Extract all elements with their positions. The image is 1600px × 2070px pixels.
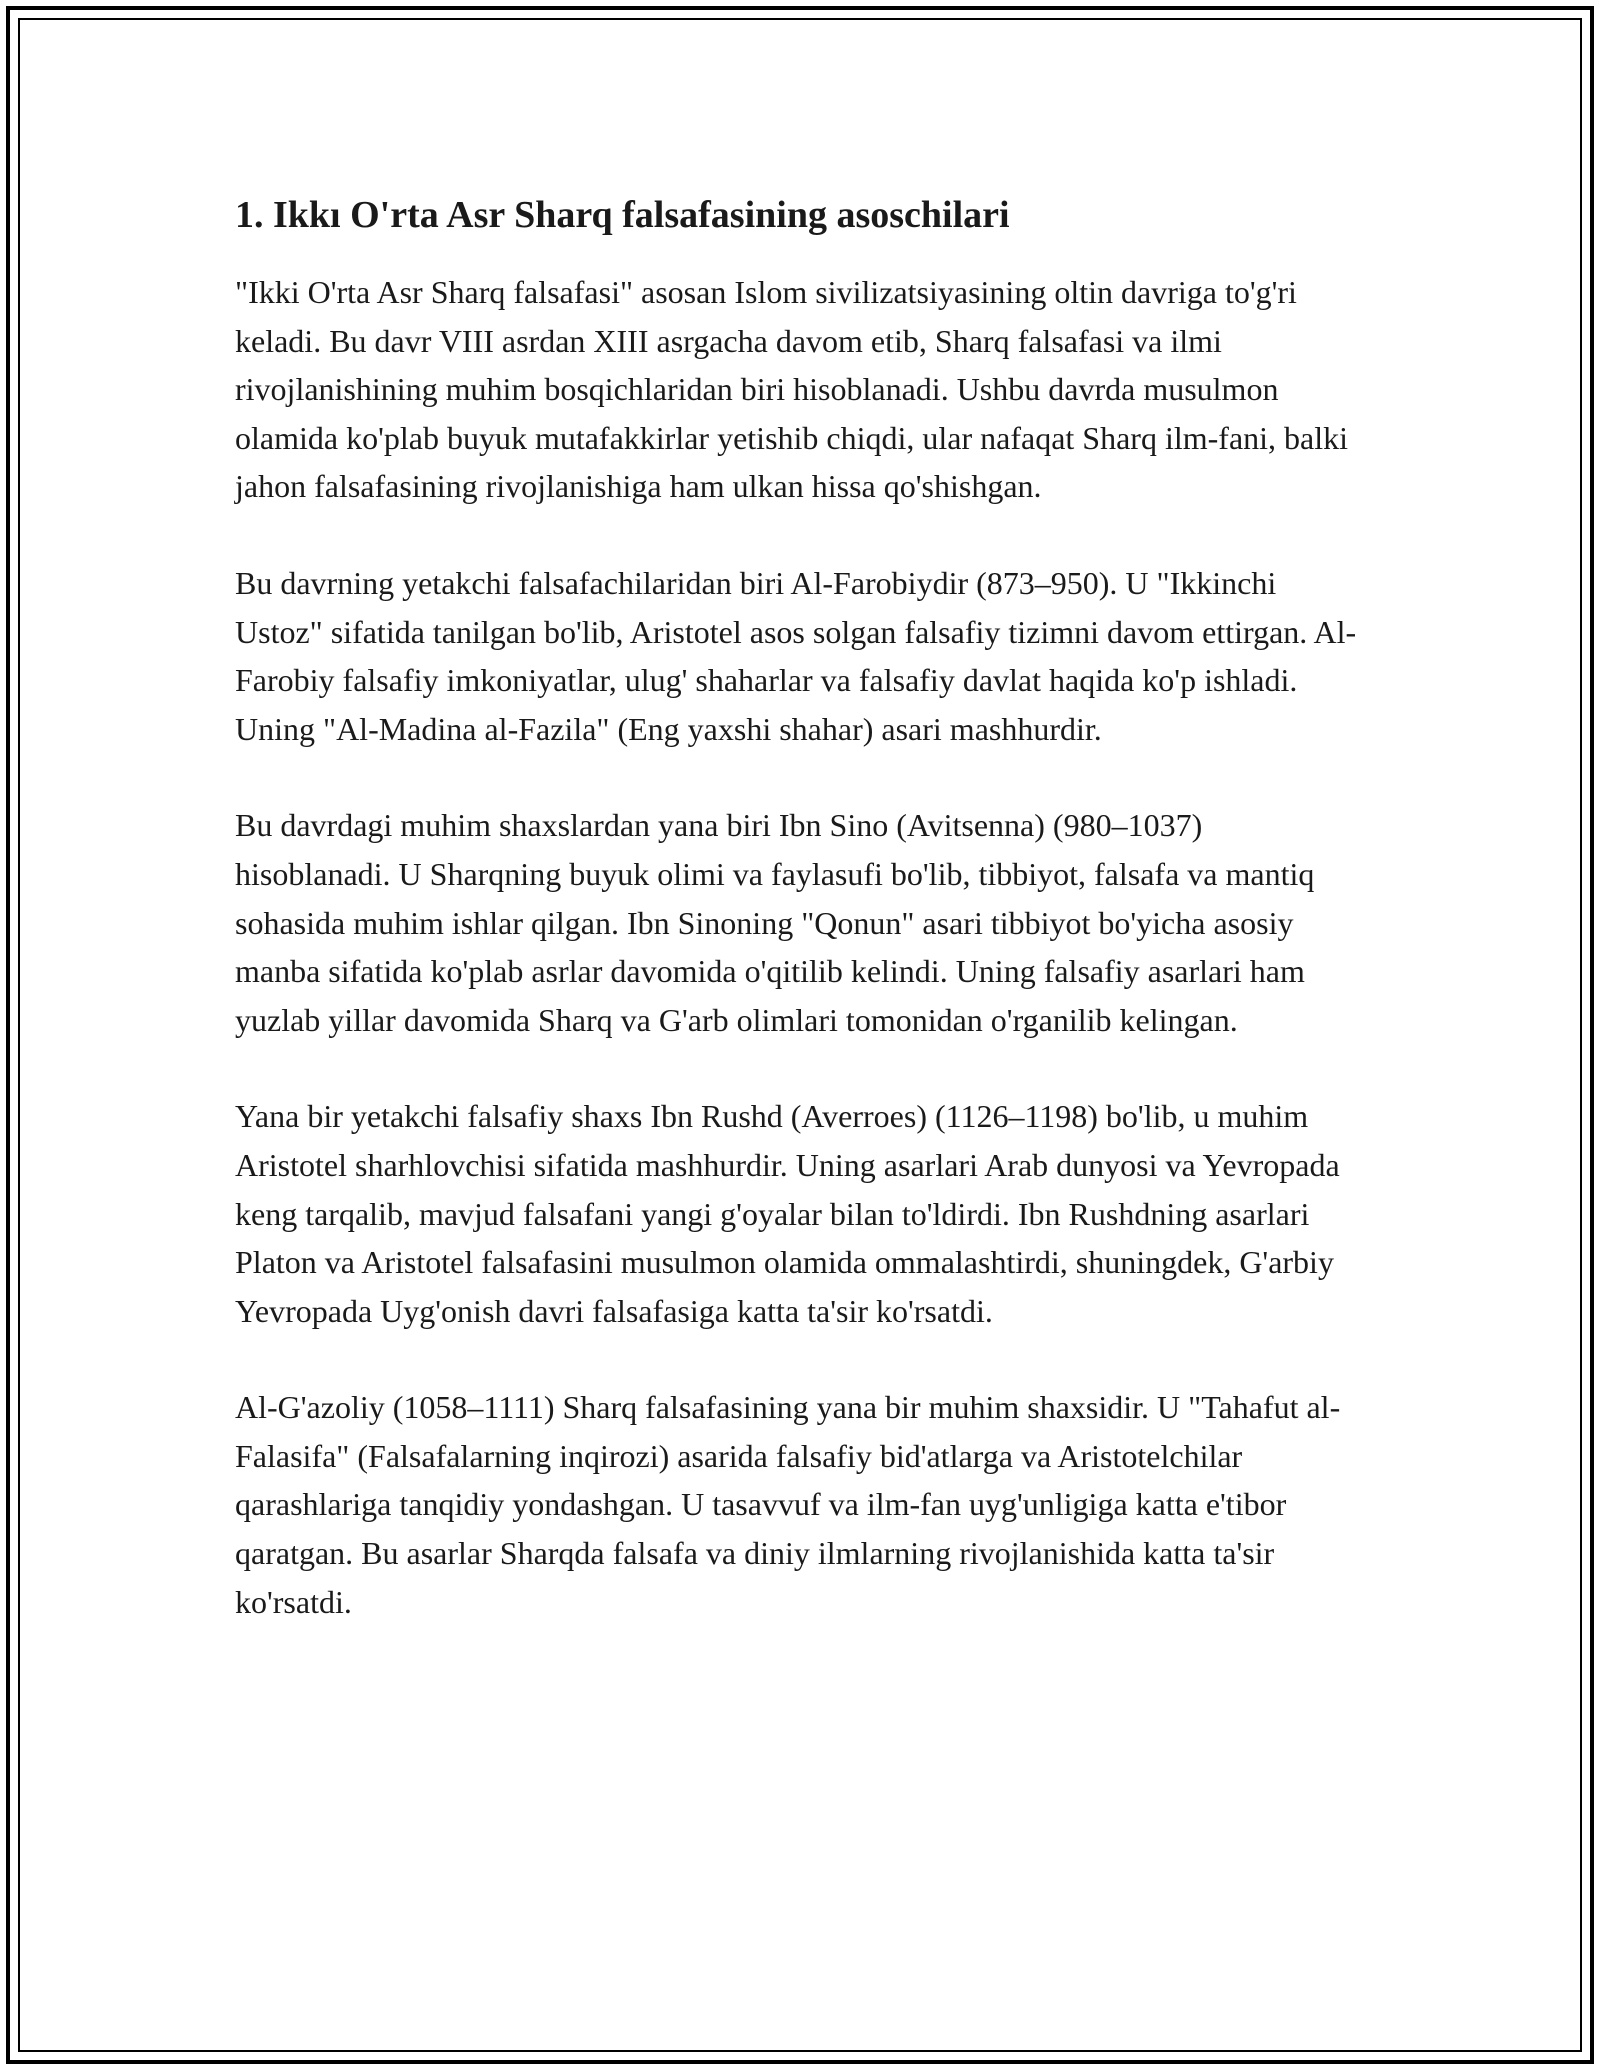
paragraph-ibn-rushd: Yana bir yetakchi falsafiy shaxs Ibn Rushd (Averroes) (1126–1198) bo'lib, u muhim Aristotel sharhlovchisi sifatida mashhurdir. Uning asarlari Arab dunyosi va Yevropada keng tarqalib, mavjud falsafani yangi g'oyalar bilan to'ldirdi. Ibn Rushdning asarlari Platon va Aristotel falsafasini musulmon olamida ommalashtirdi, shuningdek, G'arbiy Yevropada Uyg'onish davri falsafasiga katta ta'sir ko'rsatdi. [235,1098,1340,1329]
document-body [235,190,1365,1674]
paragraph-intro: "Ikki O'rta Asr Sharq falsafasi" asosan Islom sivilizatsiyasining oltin davriga to'g'ri keladi. Bu davr VIII asrdan XIII asrgacha davom etib, Sharq falsafasi va ilmi rivojlanishining muhim bosqichlaridan biri hisoblanadi. Ushbu davrda musulmon olamida ko'plab buyuk mutafakkirlar yetishib chiqdi, ular nafaqat Sharq ilm-fani, balki jahon falsafasining rivojlanishiga ham ulkan hissa qo'shishgan. [235,274,1349,505]
paragraph-ibn-sino: Bu davrdagi muhim shaxslardan yana biri Ibn Sino (Avitsenna) (980–1037) hisoblanadi. U Sharqning buyuk olimi va faylasufi bo'lib, tibbiyot, falsafa va mantiq sohasida muhim ishlar qilgan. Ibn Sinoning "Qonun" asari tibbiyot bo'yicha asosiy manba sifatida ko'plab asrlar davomida o'qitilib kelindi. Uning falsafiy asarlari ham yuzlab yillar davomida Sharq va G'arb olimlari tomonidan o'rganilib kelingan. [235,807,1315,1038]
paragraph-al-gazoliy: Al-G'azoliy (1058–1111) Sharq falsafasining yana bir muhim shaxsidir. U "Tahafut al-Falasifa" (Falsafalarning inqirozi) asarida falsafiy bid'atlarga va Aristotelchilar qarashlariga tanqidiy yondashgan. U tasavvuf va ilm-fan uyg'unligiga katta e'tibor qaratgan. Bu asarlar Sharqda falsafa va diniy ilmlarning rivojlanishida katta ta'sir ko'rsatdi. [235,1389,1341,1620]
document-title: 1. Ikkı O'rta Asr Sharq falsafasining asoschilari [235,194,1010,236]
paragraph-al-farobiy: Bu davrning yetakchi falsafachilaridan biri Al-Farobiydir (873–950). U "Ikkinchi Ustoz" sifatida tanilgan bo'lib, Aristotel asos solgan falsafiy tizimni davom ettirgan. Al-Farobiy falsafiy imkoniyatlar, ulug' shaharlar va falsafiy davlat haqida ko'p ishladi. Uning "Al-Madina al-Fazila" (Eng yaxshi shahar) asari mashhurdir. [235,564,1357,747]
